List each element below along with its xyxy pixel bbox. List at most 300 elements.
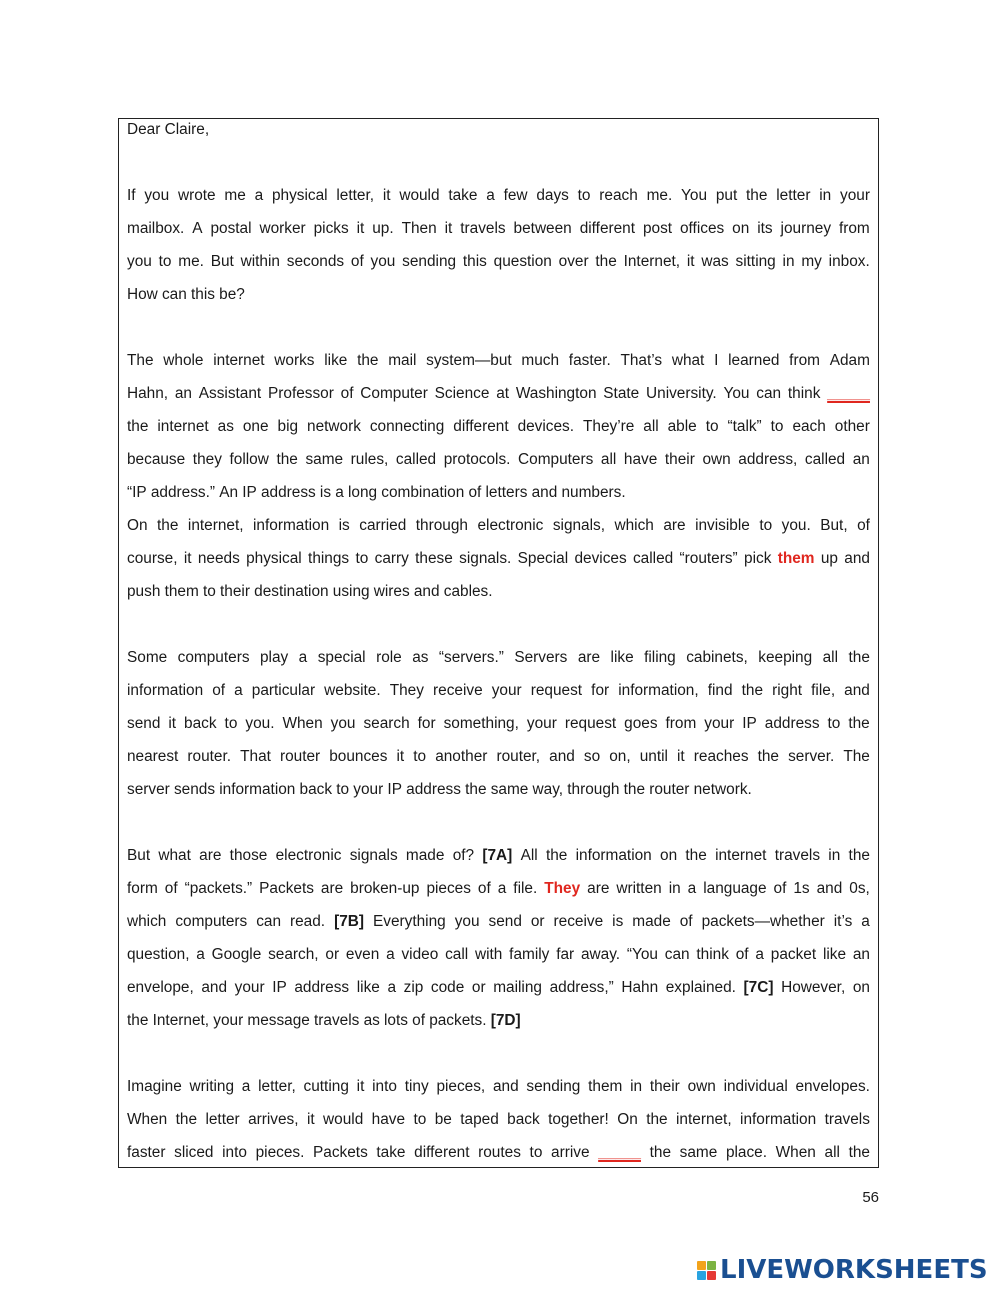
word: those [229,847,268,864]
word: your [353,781,384,798]
word: back [507,1111,540,1128]
word: address, [738,451,798,468]
word: me. [178,253,204,270]
word: you [454,913,480,930]
word: read. [290,913,326,930]
word: to [759,517,773,534]
word: and [201,979,228,996]
letter-line [127,449,870,482]
word: of [468,484,482,501]
word: search, [268,946,319,963]
word: all [600,451,617,468]
word: your [704,715,735,732]
word: But [210,253,234,270]
word: On [127,517,148,534]
word: all [822,649,839,666]
word: tiny [404,1078,429,1095]
word: right [772,682,803,699]
word: arrives, [248,1111,299,1128]
word: as [217,418,234,435]
word: so [583,748,601,765]
word: “IP [127,484,147,501]
word: keeping [758,649,813,666]
word: back [299,781,333,798]
word: far [556,946,575,963]
word: of [477,880,491,897]
word: IP [742,715,757,732]
word: same [679,1144,718,1161]
word: You [681,187,708,204]
word: a [234,682,243,699]
word: whole [163,352,204,369]
word: think [787,385,821,402]
word: Some [127,649,168,666]
word: needs [197,550,240,567]
word: “talk” [727,418,762,435]
word: destination [254,583,329,600]
word: like [822,946,847,963]
word: of [350,253,364,270]
word: network [307,418,361,435]
letter-line [127,251,870,284]
word: message [247,1012,310,1029]
word: network. [693,781,752,798]
word: it [356,220,365,237]
word: the [848,715,870,732]
word: to [705,418,719,435]
word: a [241,1078,251,1095]
word: You [723,385,750,402]
word: is [319,484,332,501]
word: take [448,187,478,204]
word: called [395,451,437,468]
word: to [577,187,591,204]
word: like [324,352,348,369]
word: an [852,946,870,963]
word: like [610,649,634,666]
letter-line [127,548,870,581]
word: internet, [676,1111,732,1128]
word: few [503,187,528,204]
word: it [444,220,453,237]
letter-line [127,746,870,779]
word: Assistant [198,385,262,402]
word: code [430,979,465,996]
letter-line [127,383,870,416]
word: sending [526,1078,581,1095]
word: computers [175,913,248,930]
word: a [687,880,697,897]
word: for [591,682,610,699]
word: as [412,649,429,666]
paragraph-gap [127,812,870,845]
word: follow [229,451,269,468]
word: was [701,253,729,270]
word: in [819,187,832,204]
word: to [827,715,841,732]
word: this [191,286,215,303]
word: to [413,1111,427,1128]
word: the [848,847,870,864]
highlighted-reference-word: them [777,550,815,567]
word: pieces. [255,1144,305,1161]
fill-in-blank[interactable]: _____ [827,385,870,402]
word: an [852,451,870,468]
letter-body [127,119,870,1168]
word: to [413,748,427,765]
word: question, [127,946,190,963]
word: course, [127,550,178,567]
word: All [520,847,538,864]
word: or [471,979,486,996]
word: address [406,781,461,798]
logo-tile [697,1261,706,1270]
word: letter [205,1111,240,1128]
word: are [320,880,344,897]
word: even [345,946,380,963]
letter-line [127,1109,870,1142]
word: Hahn, [127,385,169,402]
word: take [376,1144,406,1161]
paragraph-gap [127,1043,870,1076]
word: a [486,187,495,204]
word: can [756,385,782,402]
insertion-marker: [7B] [334,913,365,930]
word: from [789,352,820,369]
word: nearest [127,748,179,765]
word: IP [242,484,257,501]
word: be [434,1111,452,1128]
word: router. [187,748,232,765]
word: the [595,253,617,270]
word: think [696,946,729,963]
word: the [741,682,764,699]
word: one [242,418,269,435]
letter-line [127,1076,870,1109]
word: system—but [426,352,512,369]
word: postal [210,220,252,237]
word: wires [373,583,410,600]
word: own [702,451,731,468]
word: the [649,1144,672,1161]
word: broken-up [350,880,420,897]
word: rules, [350,451,389,468]
word: IP [272,979,287,996]
word: on, [609,748,631,765]
word: for [417,715,436,732]
word: over [558,253,589,270]
liveworksheets-logo[interactable] [697,1254,988,1286]
word: to [158,253,172,270]
word: it [396,748,405,765]
word: State [603,385,640,402]
word: the [545,847,568,864]
word: of [340,385,354,402]
word: connecting [369,418,445,435]
word: using [332,583,370,600]
word: However, [781,979,846,996]
word: signals [349,847,398,864]
word: different [414,1144,470,1161]
letter-frame [118,118,879,1168]
word: lots [384,1012,408,1029]
word: Hahn [621,979,659,996]
word: video [401,946,439,963]
word: the [127,1012,149,1029]
word: another [435,748,488,765]
word: your [234,979,265,996]
word: But, [820,517,848,534]
logo-tile [697,1271,706,1280]
word: called [804,451,846,468]
word: signals. [459,550,512,567]
word: Internet, [152,1012,210,1029]
word: because [127,451,186,468]
word: website. [324,682,381,699]
word: language [703,880,767,897]
word: it [168,715,177,732]
word: your [491,682,522,699]
word: information [575,847,652,864]
letter-line [127,845,870,878]
word: information, [618,682,699,699]
word: much [521,352,560,369]
word: the [757,748,779,765]
word: pieces [426,880,471,897]
word: to [355,550,369,567]
word: devices [574,550,627,567]
word: Science [434,385,490,402]
word: at [496,385,510,402]
word: things [308,550,350,567]
word: receive [433,682,483,699]
word: written [616,880,662,897]
word: your [213,1012,244,1029]
word: find [707,682,733,699]
greeting-text: Dear Claire, [127,121,210,138]
word: you. [781,517,811,534]
word: Everything [373,913,446,930]
word: the [623,781,646,798]
word: explained. [665,979,736,996]
word: and [816,880,843,897]
word: what [671,352,705,369]
word: faster [127,1144,166,1161]
word: Imagine [127,1078,182,1095]
word: server. [788,748,835,765]
word: put [715,187,738,204]
word: play [259,649,289,666]
word: this [462,253,487,270]
word: you [330,715,356,732]
word: special [317,649,366,666]
paragraph-gap [127,614,870,647]
word: up. [372,220,394,237]
word: post [642,220,673,237]
word: of? [452,847,475,864]
word: combination [381,484,465,501]
word: of [773,880,787,897]
word: cabinets, [686,649,748,666]
word: a [196,946,205,963]
word: cutting [303,1078,349,1095]
word: picks [313,220,349,237]
word: Adam [829,352,870,369]
word: information [219,781,296,798]
word: letter, [336,187,375,204]
word: devices. [517,418,575,435]
word: send [488,913,522,930]
word: individual [723,1078,788,1095]
word: sends [173,781,216,798]
word: something, [443,715,519,732]
paragraph-gap [127,317,870,350]
word: to [770,418,784,435]
word: packet [770,946,817,963]
word: of [212,682,226,699]
word: Computers [518,451,594,468]
word: within [240,253,280,270]
word: a [755,946,764,963]
word: numbers. [561,484,626,501]
word: server [127,781,170,798]
letter-line [127,713,870,746]
word: family [509,946,550,963]
word: up [820,550,838,567]
word: Then [401,220,437,237]
word: But [127,847,151,864]
logo-text: LIVEWORKSHEETS [720,1255,988,1285]
word: University. [646,385,717,402]
word: When [282,715,323,732]
word: router [649,781,690,798]
letter-line [127,911,870,944]
word: through [415,517,468,534]
word: and [549,748,575,765]
word: it’s [833,913,853,930]
word: the [175,1111,198,1128]
word: sliced [174,1144,214,1161]
word: packets. [429,1012,487,1029]
word: file. [513,880,538,897]
word: wrote [177,187,216,204]
word: push [127,583,161,600]
word: all [643,418,659,435]
word: zip [403,979,424,996]
word: same [490,781,529,798]
word: you [144,187,170,204]
word: the [127,418,149,435]
fill-in-blank[interactable]: _____ [598,1144,641,1161]
insertion-marker: [7D] [490,1012,521,1029]
word: electronic [275,847,342,864]
word: pick [744,550,772,567]
word: travels [314,1012,360,1029]
word: and [531,484,558,501]
word: they [192,451,222,468]
word: the [848,1144,870,1161]
word: an [174,385,192,402]
word: information [740,1111,817,1128]
word: of [857,517,870,534]
paragraph-gap [127,152,870,185]
word: their [220,583,250,600]
word: me [224,187,246,204]
word: it [183,550,192,567]
word: place. [725,1144,768,1161]
word: the [465,781,487,798]
letter-line [127,1010,870,1043]
word: me. [646,187,673,204]
letter-line [127,350,870,383]
word: a [386,946,395,963]
logo-tiles-icon [697,1261,716,1280]
word: same [305,451,344,468]
word: IP [387,781,402,798]
word: sending [402,253,457,270]
word: “You [626,946,658,963]
word: Professor [268,385,334,402]
word: physical [246,550,302,567]
word: from [665,715,697,732]
word: you. [245,715,275,732]
word: or [325,946,340,963]
word: That’s [620,352,663,369]
word: inbox. [828,253,870,270]
word: different [579,220,636,237]
word: mail [388,352,417,369]
word: the [276,451,298,468]
word: it [382,187,391,204]
word: are [587,880,610,897]
word: address [294,979,350,996]
word: taped [460,1111,499,1128]
word: “servers.” [438,649,504,666]
word: the [848,649,870,666]
word: arrive [551,1144,590,1161]
word: your [526,715,557,732]
word: can [161,286,187,303]
word: in [668,880,681,897]
word: to [202,583,216,600]
word: file, [811,682,836,699]
word: to [529,1144,543,1161]
word: writing [189,1078,235,1095]
word: have [371,1111,406,1128]
word: its [757,220,773,237]
logo-tile [707,1261,716,1270]
word: of [679,913,693,930]
word: mailing [493,979,542,996]
word: address.” [150,484,216,501]
word: way, [532,781,564,798]
word: Packets [259,880,314,897]
letter-line [127,218,870,251]
word: called [632,550,674,567]
word: letters [485,484,528,501]
letter-greeting [127,119,870,152]
word: a [298,649,308,666]
word: are [199,847,222,864]
word: travels [824,1111,870,1128]
word: letter, [258,1078,296,1095]
word: travels [460,220,506,237]
word: have [623,451,658,468]
word: router [279,748,321,765]
word: what [158,847,191,864]
word: you [127,253,152,270]
word: to [336,781,350,798]
